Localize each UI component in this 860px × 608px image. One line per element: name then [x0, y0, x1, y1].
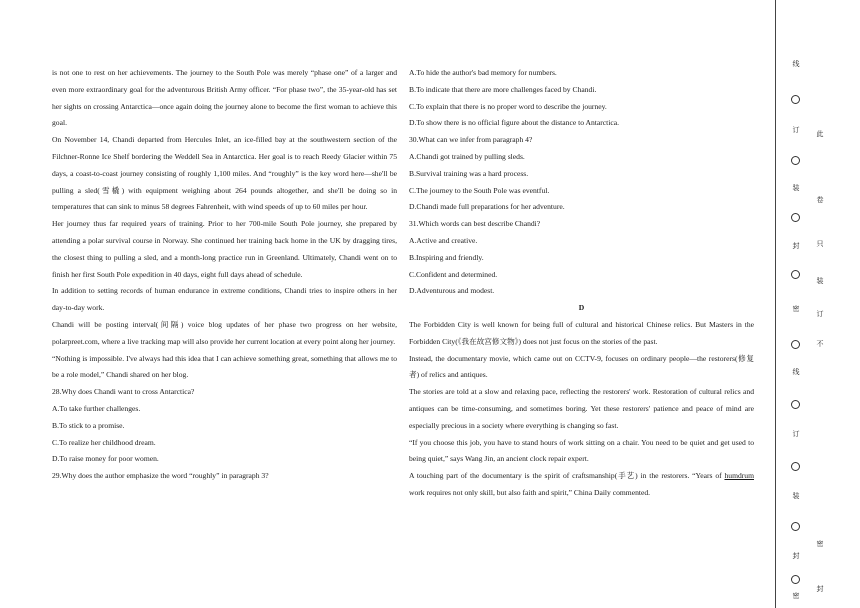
binding-char: 密 — [792, 305, 800, 312]
binding-notice-char: 此 — [816, 130, 824, 137]
question-30: 30.What can we infer from paragraph 4? — [409, 135, 533, 145]
underlined-word: humdrum — [724, 471, 754, 481]
circle-icon — [791, 575, 800, 584]
binding-char: 订 — [792, 430, 800, 437]
text-run: A touching part of the documentary is the spirit of craftsmanship(手艺) in the restorers. “Years of — [409, 471, 725, 481]
option: B.Survival training was a hard process. — [409, 168, 529, 178]
option: C.The journey to the South Pole was eventful. — [409, 185, 550, 195]
paragraph: The Forbidden City is well known for being full of cultural and historical Chinese relics. But Masters in the Forbidden City(《我在故宫修文物》) does not just focus on the stories of the past. — [409, 319, 754, 346]
circle-icon — [791, 340, 800, 349]
paragraph — [409, 468, 754, 502]
binding-char: 线 — [792, 60, 800, 67]
binding-char: 装 — [792, 184, 800, 191]
option: C.To explain that there is no proper word to describe the journey. — [409, 101, 607, 111]
circle-icon — [791, 400, 800, 409]
paragraph: Chandi will be posting interval(间隔) voice blog updates of her phase two progress on her website, polarpreet.com, where a live tracking map will also provide her current location at every point along her journey. — [52, 319, 397, 346]
circle-icon — [791, 462, 800, 471]
paragraph: Her journey thus far required years of training. Prior to her 700-mile South Pole journey, she prepared by attending a polar survival course in Norway. She continued her training back home in the UK by dragging tires, the closest thing to pulling a sled, and a month-long practice run in Greenland. Ultimately, Chandi went on to finish her first South Pole expedition in 40 days, eight full days ahead of schedule. — [52, 219, 397, 279]
question-31: 31.Which words can best describe Chandi? — [409, 219, 541, 229]
binding-char: 订 — [792, 126, 800, 133]
question-28: 28.Why does Chandi want to cross Antarctica? — [52, 387, 195, 397]
circle-icon — [791, 156, 800, 165]
question-29: 29.Why does the author emphasize the word “roughly” in paragraph 3? — [52, 471, 269, 481]
paragraph: The stories are told at a slow and relaxing pace, reflecting the restorers' work. Restoration of cultural relics and antiques can be time-consuming, and sometimes boring. Yet these restorers' patience and peace of mind are especially precious in a society where everything is changing so fast. — [409, 387, 754, 430]
circle-icon — [791, 270, 800, 279]
binding-margin — [776, 0, 860, 608]
binding-notice-char: 装 — [816, 277, 824, 284]
option: D.To show there is no official figure about the distance to Antarctica. — [409, 118, 619, 128]
option: A.To take further challenges. — [52, 403, 141, 413]
circle-icon — [791, 95, 800, 104]
paragraph: is not one to rest on her achievements. The journey to the South Pole was merely “phase one” of a larger and even more extraordinary goal for the adventurous British Army officer. “For phase two”, the 35-year-old has set her sights on crossing Antarctica—once again doing the journey alone to become the first woman to achieve this goal. — [52, 68, 397, 128]
option: C.To realize her childhood dream. — [52, 437, 156, 447]
binding-notice-char: 卷 — [816, 196, 824, 203]
option: A.Chandi got trained by pulling sleds. — [409, 151, 525, 161]
binding-char: 装 — [792, 492, 800, 499]
option: A.Active and creative. — [409, 235, 478, 245]
binding-char: 线 — [792, 368, 800, 375]
section-heading: D — [578, 303, 585, 313]
binding-notice-char: 订 — [816, 310, 824, 317]
circle-icon — [791, 522, 800, 531]
paragraph: “Nothing is impossible. I've always had this idea that I can achieve something great, something that allows me to be a role model,” Chandi shared on her blog. — [52, 353, 397, 380]
paragraph: Instead, the documentary movie, which came out on CCTV-9, focuses on ordinary people—the restorers(修复者) of relics and antiques. — [409, 353, 754, 380]
binding-notice-char: 密 — [816, 540, 824, 547]
text-run: work requires not only skill, but also faith and spirit,” China Daily commented. — [409, 487, 651, 497]
circle-icon — [791, 213, 800, 222]
option: B.To indicate that there are more challenges faced by Chandi. — [409, 84, 597, 94]
option: A.To hide the author's bad memory for numbers. — [409, 68, 557, 77]
binding-char: 封 — [792, 552, 800, 559]
option: B.To stick to a promise. — [52, 420, 125, 430]
paragraph: In addition to setting records of human endurance in extreme conditions, Chandi tries to inspire others in her day-to-day work. — [52, 286, 397, 313]
left-column — [52, 65, 397, 485]
binding-char: 封 — [792, 242, 800, 249]
right-column — [409, 65, 754, 502]
binding-notice-char: 只 — [816, 240, 824, 247]
binding-notice-char: 不 — [816, 340, 824, 347]
option: C.Confident and determined. — [409, 269, 498, 279]
paragraph: “If you choose this job, you have to stand hours of work sitting on a chair. You need to be quiet and get used to being quiet,” says Wang Jin, an ancient clock repair expert. — [409, 437, 754, 464]
option: D.To raise money for poor women. — [52, 454, 159, 464]
option: B.Inspiring and friendly. — [409, 252, 484, 262]
paragraph: On November 14, Chandi departed from Hercules Inlet, an ice-filled bay at the southwestern section of the Filchner-Ronne Ice Shelf bordering the Weddell Sea in Antarctica. Her goal is to reach Reedy Glacier within 75 days, a coast-to-coast journey consisting of roughly 1,100 miles. And “roughly” is the key word here—she'll be pulling a sled(雪橇) with equipment weighing about 264 pounds altogether, and she'll be doing so in temperatures that can sink to minus 58 degrees Fahrenheit, with wind speeds of up to 60 miles per hour. — [52, 135, 397, 212]
binding-char: 密 — [792, 592, 800, 599]
option: D.Adventurous and modest. — [409, 286, 495, 296]
binding-notice-char: 封 — [816, 585, 824, 592]
option: D.Chandi made full preparations for her adventure. — [409, 202, 565, 212]
